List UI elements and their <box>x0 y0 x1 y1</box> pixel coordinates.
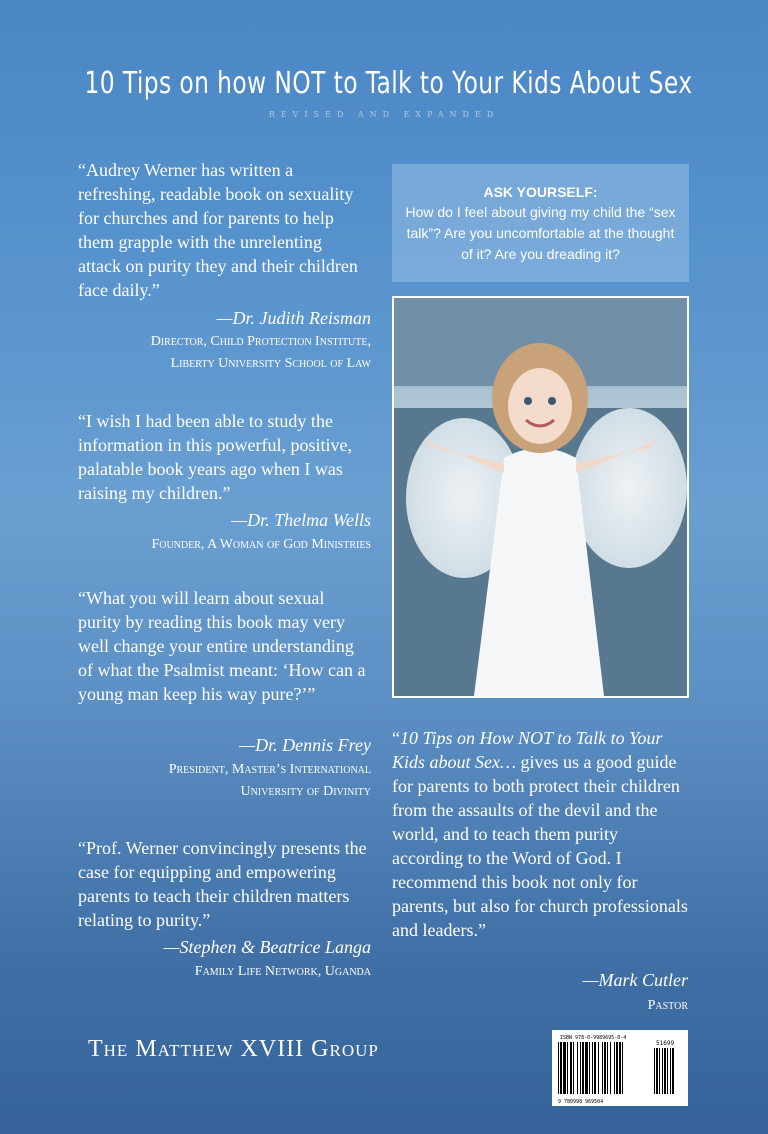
quote-reisman: “Audrey Werner has written a refreshing, readable book on sexuality for churches and for parents to help them grapple with the unrelenting attack on purity they and their children face daily.” <box>78 160 358 300</box>
barcode-bar <box>570 1042 572 1094</box>
quote-cutler <box>392 726 688 942</box>
quote-role-frey-1: President, Master’s International <box>168 762 371 777</box>
barcode-bars-main <box>558 1042 623 1094</box>
barcode-bar <box>604 1042 606 1094</box>
barcode-bar <box>607 1042 608 1094</box>
barcode-bar <box>592 1042 593 1094</box>
barcode-bar <box>598 1042 599 1094</box>
book-title: 10 Tips on how NOT to Talk to Your Kids About Sex <box>84 66 693 101</box>
cover-photo-girl-with-wings <box>392 296 689 698</box>
ask-yourself-body: How do I feel about giving my child the “sex talk”? Are you uncomfortable at the thought of it? Are you dreading it? <box>405 204 676 262</box>
barcode-addon-bar <box>662 1048 663 1094</box>
barcode-bar <box>573 1042 574 1094</box>
quote-wells: “I wish I had been able to study the information in this powerful, positive, palatable book years ago when I was raising my children.” <box>78 411 352 503</box>
barcode-bar <box>558 1042 559 1094</box>
quote-role-langa: Family Life Network, Uganda <box>194 964 371 979</box>
barcode-addon-bar <box>654 1048 655 1094</box>
quote-frey: “What you will learn about sexual purity by reading this book may very well change your entire understanding of what the Psalmist meant: ‘How can a young man keep his way pure?’” <box>78 588 366 704</box>
barcode-bar <box>619 1042 621 1094</box>
quote-cutler-text: gives us a good guide for parents to both protect their children from the assaults of the devil and the world, and to teach them purity according to the Word of God. I recommend this book not only for parents, but also for church professionals and leaders.” <box>392 752 688 940</box>
quote-cutler-open: “ <box>392 728 400 748</box>
publisher-name: The Matthew XVIII Group <box>88 1036 379 1062</box>
barcode-addon-bar <box>667 1048 668 1094</box>
barcode-bars-addon <box>654 1048 674 1094</box>
barcode-bar <box>563 1042 566 1094</box>
ask-yourself-heading: ASK YOURSELF: <box>483 184 598 200</box>
quote-role-wells: Founder, A Woman of God Ministries <box>151 537 371 552</box>
quote-role-reisman-2: Liberty University School of Law <box>170 356 371 371</box>
barcode-number: 9 780998 969504 <box>558 1099 604 1105</box>
quote-role-reisman-1: Director, Child Protection Institute, <box>150 334 371 349</box>
barcode-price-code: 51699 <box>656 1040 675 1047</box>
barcode-bar <box>594 1042 596 1094</box>
barcode-addon-bar <box>670 1048 671 1094</box>
barcode-bar <box>560 1042 562 1094</box>
barcode-addon-bar <box>656 1048 658 1094</box>
barcode-bar <box>585 1042 588 1094</box>
barcode-addon-bar <box>659 1048 660 1094</box>
barcode-bar <box>589 1042 590 1094</box>
barcode-bar <box>602 1042 603 1094</box>
quote-author-cutler: —Mark Cutler <box>582 970 688 990</box>
quote-role-cutler: Pastor <box>647 998 688 1013</box>
ask-yourself-box <box>392 164 689 282</box>
barcode-bar <box>616 1042 618 1094</box>
barcode-bar <box>610 1042 611 1094</box>
barcode-bar <box>577 1042 578 1094</box>
barcode-isbn-text: ISBN 978-0-9989695-0-4 <box>560 1035 627 1041</box>
barcode-bar <box>622 1042 623 1094</box>
quote-cutler-book-title: 10 Tips on How NOT to Talk to Your Kids about Sex… <box>392 728 663 772</box>
barcode-graphic <box>552 1030 688 1106</box>
quote-author-wells: —Dr. Thelma Wells <box>231 510 371 530</box>
quote-author-frey: —Dr. Dennis Frey <box>239 735 371 755</box>
barcode-addon-bar <box>664 1048 666 1094</box>
barcode-bar <box>567 1042 568 1094</box>
girl-angel-illustration <box>394 298 687 696</box>
barcode-bar <box>582 1042 584 1094</box>
barcode-bar <box>614 1042 615 1094</box>
barcode-addon-bar <box>672 1048 674 1094</box>
quote-author-reisman: —Dr. Judith Reisman <box>216 308 371 328</box>
quote-langa: “Prof. Werner convincingly presents the case for equipping and empowering parents to teach their children matters relating to purity.” <box>78 838 367 930</box>
quote-author-langa: —Stephen & Beatrice Langa <box>163 937 371 957</box>
barcode-bar <box>580 1042 581 1094</box>
isbn-barcode <box>552 1030 688 1106</box>
book-subtitle: REVISED AND EXPANDED <box>268 110 500 119</box>
quote-role-frey-2: University of Divinity <box>240 784 371 799</box>
